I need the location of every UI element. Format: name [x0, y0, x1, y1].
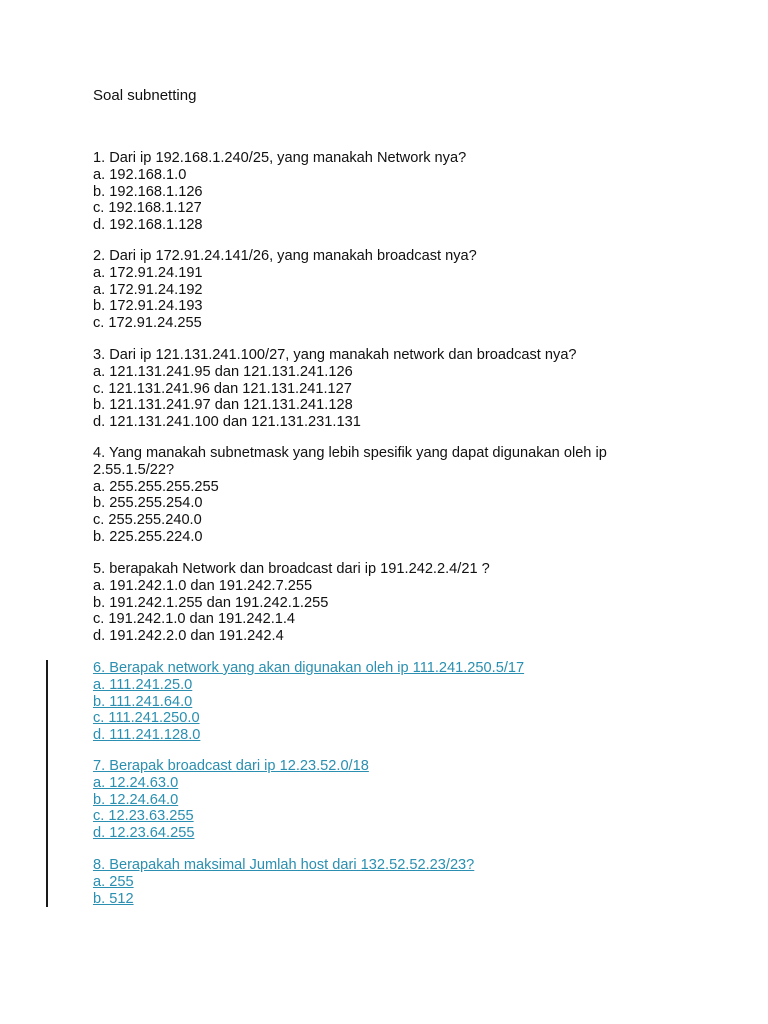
- question-4-text: 4. Yang manakah subnetmask yang lebih spesifik yang dapat digunakan oleh ip: [93, 445, 607, 461]
- question-8-text[interactable]: 8. Berapakah maksimal Jumlah host dari 132.52.52.23/23?: [93, 857, 475, 873]
- question-4-option-3: c. 255.255.240.0: [93, 512, 202, 529]
- question-4-option-2: b. 255.255.254.0: [93, 495, 203, 512]
- question-7-text[interactable]: 7. Berapak broadcast dari ip 12.23.52.0/18: [93, 758, 369, 774]
- question-3-option-1: a. 121.131.241.95 dan 121.131.241.126: [93, 363, 353, 380]
- question-5-option-a: a. 191.242.1.0 dan 191.242.7.255: [93, 577, 313, 594]
- question-7-option-a[interactable]: a. 12.24.63.0: [93, 774, 179, 791]
- question-3: [93, 347, 713, 431]
- question-1-option-a: a. 192.168.1.0: [93, 166, 187, 183]
- question-1-option-c: c. 192.168.1.127: [93, 200, 202, 217]
- question-2: [93, 248, 713, 332]
- question-5-option-c: c. 191.242.1.0 dan 191.242.1.4: [93, 611, 296, 628]
- question-6-option-a[interactable]: a. 111.241.25.0: [93, 676, 193, 693]
- question-2-option-3: b. 172.91.24.193: [93, 298, 203, 315]
- question-1-option-d: d. 192.168.1.128: [93, 217, 203, 234]
- question-8[interactable]: [93, 857, 713, 907]
- question-2-option-1: a. 172.91.24.191: [93, 264, 203, 281]
- question-3-option-4: d. 121.131.241.100 dan 121.131.231.131: [93, 414, 361, 431]
- question-2-text: 2. Dari ip 172.91.24.141/26, yang manakah broadcast nya?: [93, 248, 477, 264]
- question-5-option-b: b. 191.242.1.255 dan 191.242.1.255: [93, 594, 329, 611]
- question-7[interactable]: [93, 758, 713, 842]
- question-6-option-c[interactable]: c. 111.241.250.0: [93, 710, 200, 727]
- question-8-option-b[interactable]: b. 512: [93, 890, 134, 907]
- question-4-text-continued: 2.55.1.5/22?: [93, 461, 175, 478]
- question-4: [93, 445, 713, 546]
- question-4-option-1: a. 255.255.255.255: [93, 478, 219, 495]
- question-7-option-d[interactable]: d. 12.23.64.255: [93, 825, 195, 842]
- question-5: [93, 561, 713, 645]
- question-2-option-2: a. 172.91.24.192: [93, 281, 203, 298]
- question-6-option-b[interactable]: b. 111.241.64.0: [93, 693, 193, 710]
- question-1-text: 1. Dari ip 192.168.1.240/25, yang manakah Network nya?: [93, 150, 467, 166]
- document-title: Soal subnetting: [93, 87, 197, 104]
- question-3-text: 3. Dari ip 121.131.241.100/27, yang manakah network dan broadcast nya?: [93, 347, 577, 363]
- change-bar: [46, 660, 48, 907]
- question-4-option-4: b. 225.255.224.0: [93, 528, 203, 545]
- question-5-text: 5. berapakah Network dan broadcast dari ip 191.242.2.4/21 ?: [93, 561, 490, 577]
- question-8-option-a[interactable]: a. 255: [93, 873, 134, 890]
- question-3-option-3: b. 121.131.241.97 dan 121.131.241.128: [93, 397, 353, 414]
- question-3-option-2: c. 121.131.241.96 dan 121.131.241.127: [93, 380, 352, 397]
- question-1: [93, 150, 713, 234]
- question-1-option-b: b. 192.168.1.126: [93, 183, 203, 200]
- question-7-option-c[interactable]: c. 12.23.63.255: [93, 808, 194, 825]
- question-5-option-d: d. 191.242.2.0 dan 191.242.4: [93, 628, 284, 645]
- question-6-text[interactable]: 6. Berapak network yang akan digunakan oleh ip 111.241.250.5/17: [93, 660, 525, 676]
- question-7-option-b[interactable]: b. 12.24.64.0: [93, 791, 179, 808]
- question-6-option-d[interactable]: d. 111.241.128.0: [93, 727, 201, 744]
- question-6[interactable]: [93, 660, 713, 744]
- question-2-option-4: c. 172.91.24.255: [93, 315, 202, 332]
